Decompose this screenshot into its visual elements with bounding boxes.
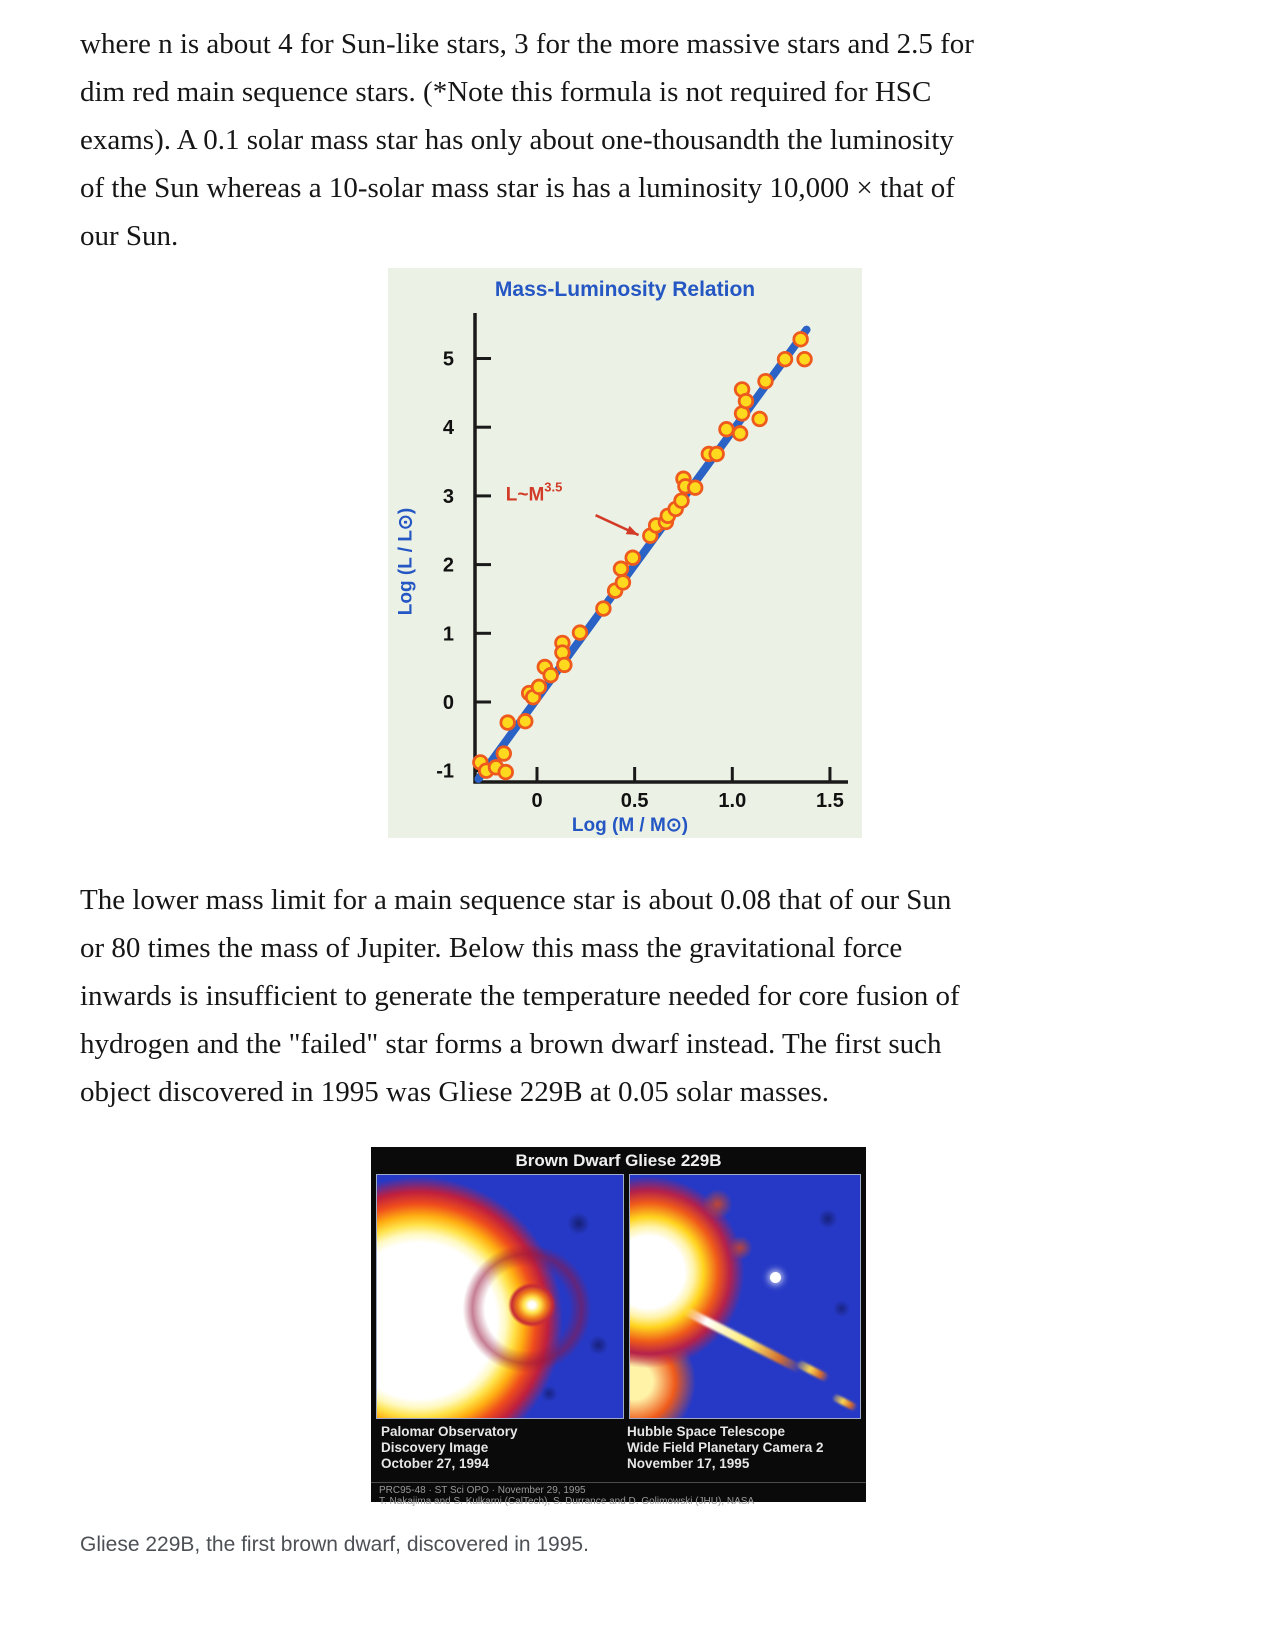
svg-text:4: 4 — [442, 417, 454, 440]
label-line: October 27, 1994 — [381, 1456, 490, 1471]
label-line: November 17, 1995 — [627, 1456, 750, 1471]
figure-credit — [371, 1482, 866, 1507]
y-axis-label: Log (L / L⊙) — [395, 507, 417, 616]
paragraph-mass-luminosity-text — [80, 20, 1210, 260]
palomar-label — [371, 1424, 623, 1482]
gliese-229b-figure — [371, 1147, 866, 1507]
figure-panels — [371, 1174, 866, 1419]
svg-text:0: 0 — [531, 790, 543, 812]
mass-luminosity-chart — [388, 268, 862, 838]
svg-text:1.5: 1.5 — [816, 790, 844, 812]
hubble-star-glow — [630, 1175, 860, 1418]
svg-text:0.5: 0.5 — [620, 790, 649, 812]
palomar-panel-image — [376, 1174, 624, 1419]
label-line: Wide Field Planetary Camera 2 — [627, 1440, 824, 1455]
figure-title: Brown Dwarf Gliese 229B — [515, 1151, 722, 1170]
hubble-panel-image — [629, 1174, 861, 1419]
x-axis-label: Log (M / M⊙) — [571, 815, 689, 836]
text-line: object discovered in 1995 was Gliese 229B at 0.05 solar masses. — [80, 1076, 830, 1108]
text-line: of the Sun whereas a 10-solar mass star is has a luminosity 10,000 × that of — [80, 172, 955, 204]
figure-caption: Gliese 229B, the first brown dwarf, discovered in 1995. — [80, 1533, 589, 1556]
svg-text:3: 3 — [442, 485, 454, 508]
svg-text:1.0: 1.0 — [718, 790, 747, 812]
hubble-label — [623, 1424, 866, 1482]
label-line: Hubble Space Telescope — [627, 1424, 786, 1439]
svg-text:-1: -1 — [436, 760, 454, 783]
text-line: inwards is insufficient to generate the temperature needed for core fusion of — [80, 980, 960, 1012]
text-line: hydrogen and the "failed" star forms a brown dwarf instead. The first such — [80, 1028, 942, 1060]
svg-text:2: 2 — [442, 554, 454, 577]
svg-text:0: 0 — [442, 692, 454, 714]
paragraph-brown-dwarf-text — [80, 876, 1210, 1116]
label-line: Palomar Observatory — [381, 1424, 518, 1439]
svg-text:5: 5 — [442, 348, 454, 371]
chart-canvas — [388, 304, 862, 838]
text-line: exams). A 0.1 solar mass star has only about one-thousandth the luminosity — [80, 124, 954, 156]
text-line: The lower mass limit for a main sequence star is about 0.08 that of our Sun — [80, 884, 952, 916]
svg-text:L~M3.5: $L\sim M^{3.5}$ — [505, 479, 563, 506]
text-line: or 80 times the mass of Jupiter. Below this mass the gravitational force — [80, 932, 903, 964]
brown-dwarf-blob — [502, 1277, 562, 1333]
palomar-star-glow — [377, 1175, 623, 1418]
text-line: dim red main sequence stars. (*Note this formula is not required for HSC — [80, 76, 932, 108]
label-line: Discovery Image — [381, 1440, 489, 1455]
chart-title: Mass-Luminosity Relation — [494, 278, 756, 301]
text-line: our Sun. — [80, 220, 179, 252]
text-line: where n is about 4 for Sun-like stars, 3 for the more massive stars and 2.5 for — [80, 28, 974, 60]
credit-line: T. Nakajima and S. Kulkarni (CalTech), S. Durrance and D. Golimowski (JHU), NASA — [379, 1496, 755, 1507]
credit-line: PRC95-48 · ST Sci OPO · November 29, 1995 — [379, 1485, 586, 1496]
svg-text:1: 1 — [442, 623, 454, 646]
figure-panel-labels — [371, 1419, 866, 1482]
